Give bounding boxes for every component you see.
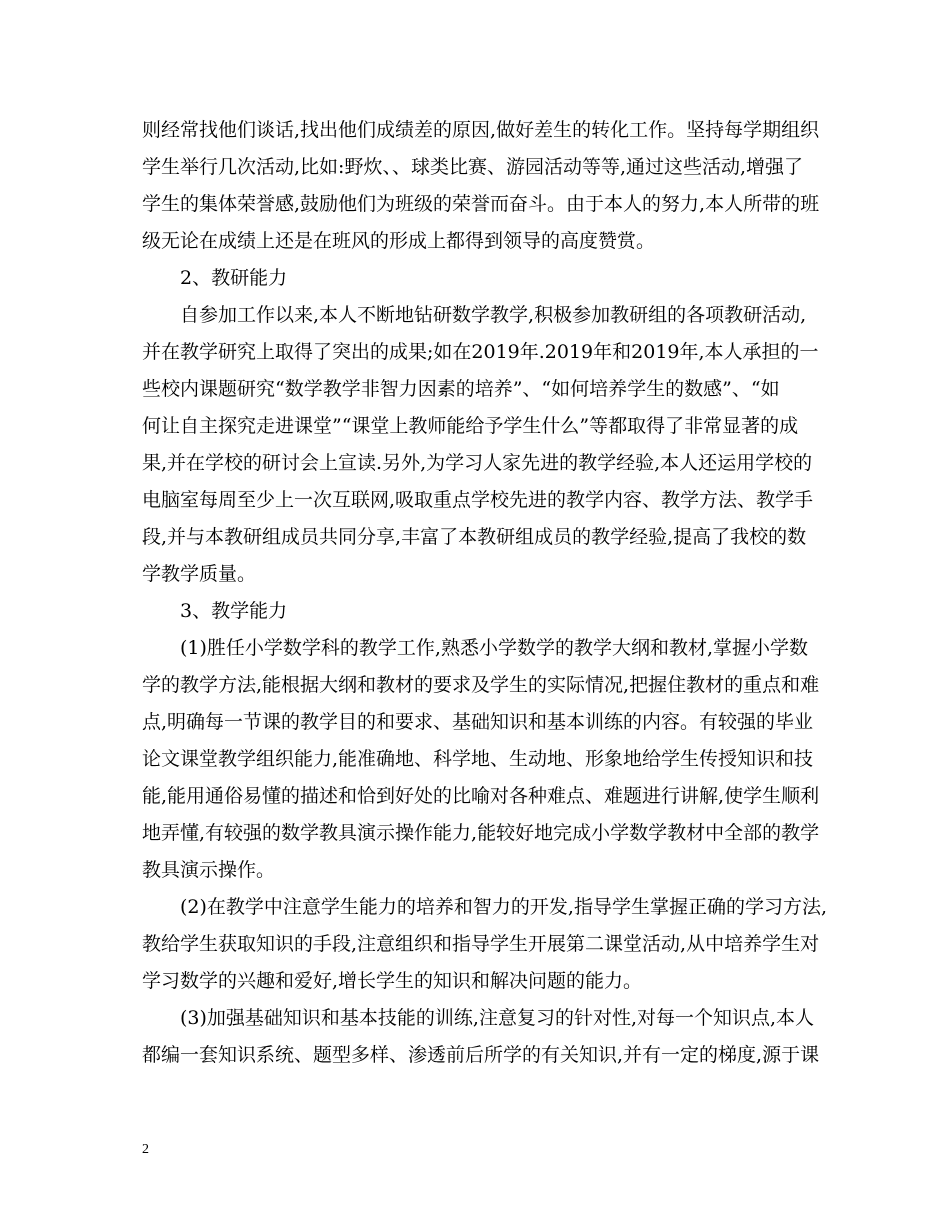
text-line: 何让自主探究走进课堂”“课堂上教师能给予学生什么”等都取得了非常显著的成 <box>142 415 799 437</box>
text-line: 能,能用通俗易懂的描述和恰到好处的比喻对各种难点、难题进行讲解,使学生顺利 <box>142 785 820 807</box>
text-line: (3)加强基础知识和基本技能的训练,注意复习的针对性,对每一个知识点,本人 <box>180 1007 815 1029</box>
section-heading: 2、教研能力 <box>180 267 288 289</box>
text-line: 则经常找他们谈话,找出他们成绩差的原因,做好差生的转化工作。坚持每学期组织 <box>142 119 820 141</box>
page-number: 2 <box>142 1142 149 1157</box>
text-line: 地弄懂,有较强的数学教具演示操作能力,能较好地完成小学数学教材中全部的教学 <box>142 822 820 844</box>
text-line: 学的教学方法,能根据大纲和教材的要求及学生的实际情况,把握住教材的重点和难 <box>142 674 820 696</box>
text-line: 论文课堂教学组织能力,能准确地、科学地、生动地、形象地给学生传授知识和技 <box>142 748 814 770</box>
section-heading: 3、教学能力 <box>180 600 288 622</box>
text-line: 学生举行几次活动,比如:野炊、、球类比赛、游园活动等等,通过这些活动,增强了 <box>142 156 804 178</box>
text-line: (2)在教学中注意学生能力的培养和智力的开发,指导学生掌握正确的学习方法, <box>180 896 827 918</box>
text-line: 段,并与本教研组成员共同分享,丰富了本教研组成员的教学经验,提高了我校的数 <box>142 526 807 548</box>
text-line: 学习数学的兴趣和爱好,增长学生的知识和解决问题的能力。 <box>142 970 643 992</box>
text-line: 电脑室每周至少上一次互联网,吸取重点学校先进的教学内容、教学方法、教学手 <box>142 489 814 511</box>
text-line: 果,并在学校的研讨会上宣读.另外,为学习人家先进的教学经验,本人还运用学校的 <box>142 452 813 474</box>
text-line: (1)胜任小学数学科的教学工作,熟悉小学数学的教学大纲和教材,掌握小学数 <box>180 637 808 659</box>
text-line: 都编一套知识系统、题型多样、渗透前后所学的有关知识,并有一定的梯度,源于课 <box>142 1044 820 1066</box>
text-line: 学教学质量。 <box>142 563 257 585</box>
text-line: 教具演示操作。 <box>142 859 276 881</box>
text-line: 教给学生获取知识的手段,注意组织和指导学生开展第二课堂活动,从中培养学生对 <box>142 933 820 955</box>
text-line: 并在教学研究上取得了突出的成果;如在2019年.2019年和2019年,本人承担的一 <box>142 341 819 363</box>
text-line: 级无论在成绩上还是在班风的形成上都得到领导的高度赞赏。 <box>142 230 656 252</box>
text-line: 点,明确每一节课的教学目的和要求、基础知识和基本训练的内容。有较强的毕业 <box>142 711 814 733</box>
text-line: 自参加工作以来,本人不断地钻研数学教学,积极参加教研组的各项教研活动, <box>180 304 807 326</box>
text-line: 学生的集体荣誉感,鼓励他们为班级的荣誉而奋斗。由于本人的努力,本人所带的班 <box>142 193 820 215</box>
text-line: 些校内课题研究“数学教学非智力因素的培养”、“如何培养学生的数感”、“如 <box>142 378 780 400</box>
